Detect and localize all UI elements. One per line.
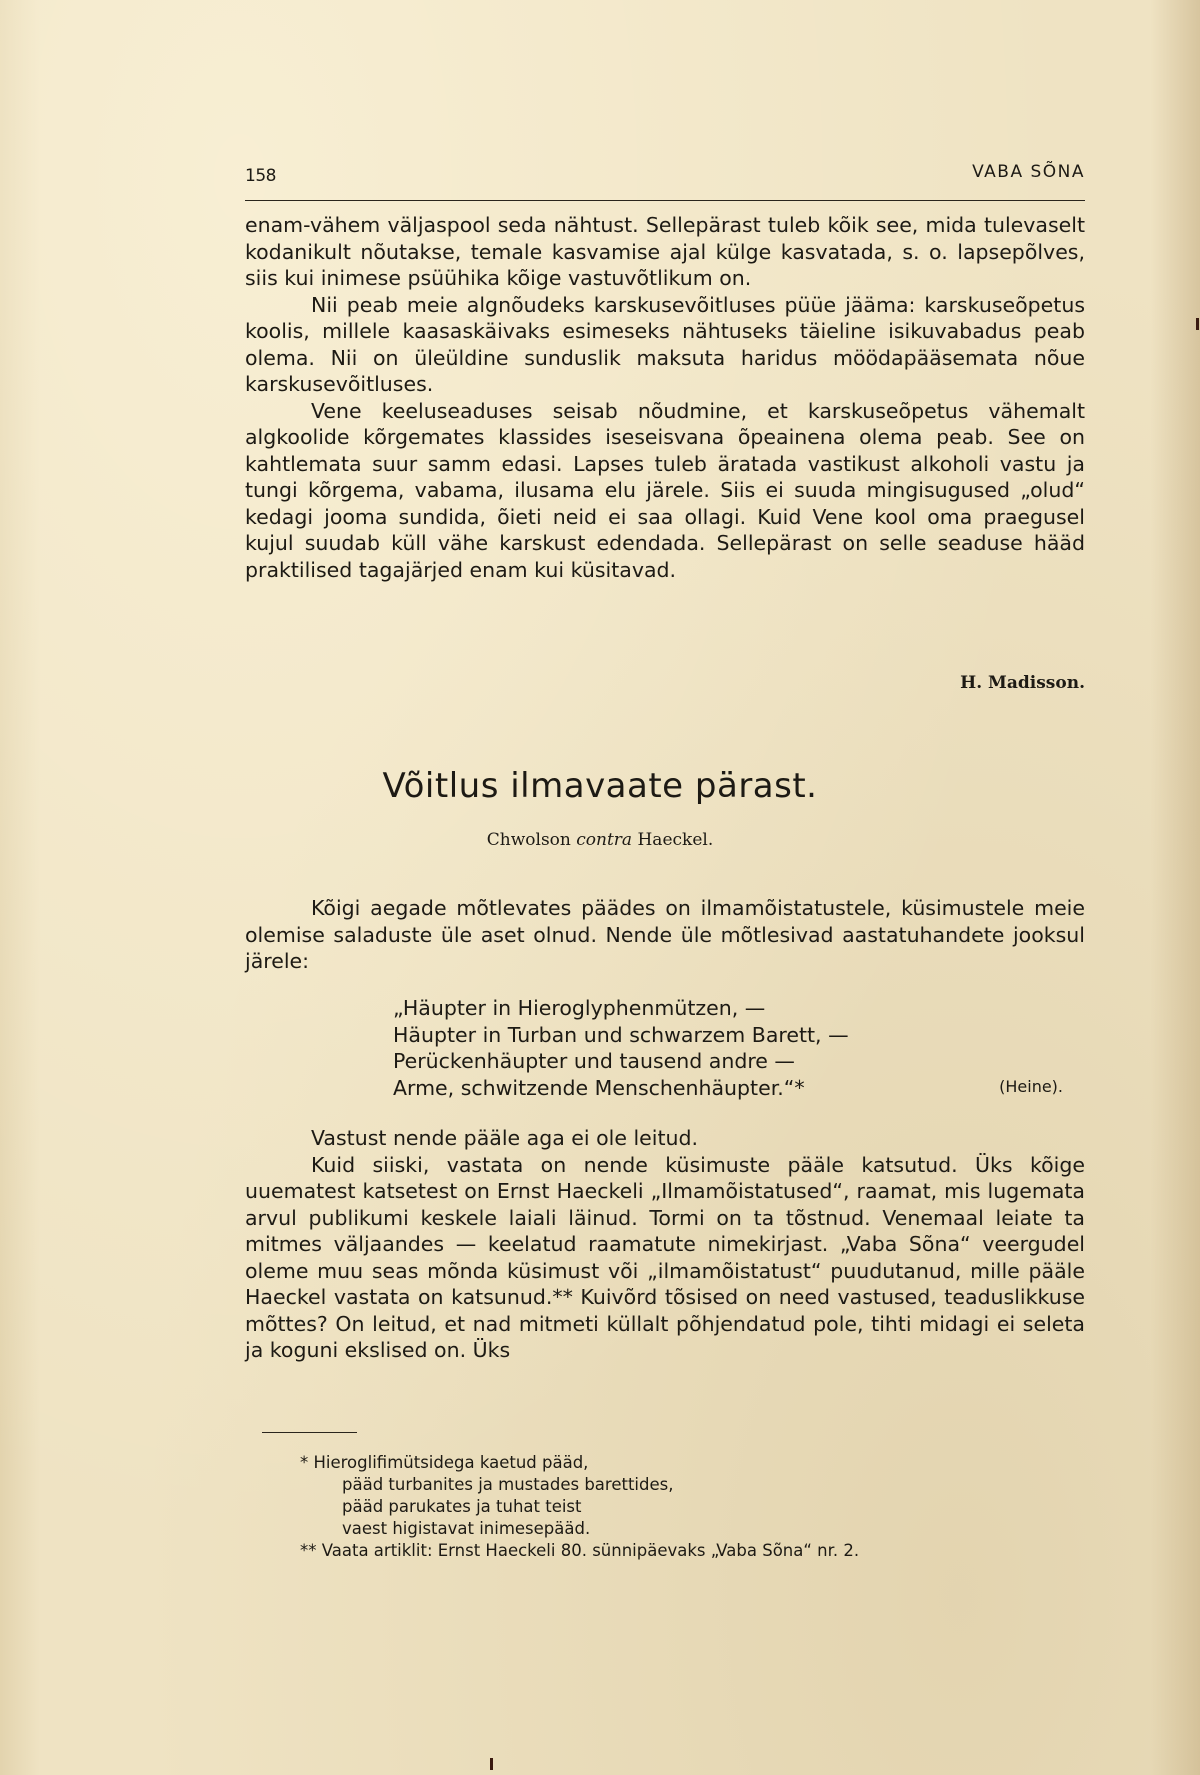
paragraph: Kõigi aegade mõtlevates päädes on ilmamõistatustele, küsimustele meie olemise saladuste üle aset olnud. Nende üle mõtlesivad aastatuhandete jooksul järele: xyxy=(245,896,1085,973)
article-title: Võitlus ilmavaate pärast. xyxy=(382,766,818,806)
header-rule xyxy=(245,200,1085,201)
article-body xyxy=(245,1125,1085,1364)
article-intro xyxy=(245,895,1085,975)
footnote-line: ** Vaata artiklit: Ernst Haeckeli 80. sünnipäevaks „Vaba Sõna“ nr. 2. xyxy=(300,1541,860,1560)
page-header xyxy=(245,160,1085,190)
poem-line: Arme, schwitzende Menschenhäupter.“* xyxy=(393,1075,805,1100)
paragraph: Vastust nende pääle aga ei ole leitud. xyxy=(311,1126,699,1150)
footnote-line: vaest higistavat inimesepääd. xyxy=(342,1519,591,1538)
subtitle-italic: contra xyxy=(576,830,633,850)
poem-line: „Häupter in Hieroglyphenmützen, — xyxy=(393,996,766,1020)
running-title: VABA SÕNA xyxy=(972,162,1085,182)
paragraph: enam-vähem väljaspool seda nähtust. Sellepärast tuleb kõik see, mida tulevaselt kodanikult nõutakse, temale kasvamise ajal külge kasvatada, s. o. lapsepõlves, siis kui inimese psüühika kõige vastuvõtlikum on. xyxy=(245,213,1085,290)
poem-attribution: (Heine). xyxy=(999,1077,1063,1096)
poem-line: Perückenhäupter und tausend andre — xyxy=(393,1049,795,1073)
article-subtitle xyxy=(0,830,1200,850)
poem-line: Häupter in Turban und schwarzem Barett, — xyxy=(393,1022,849,1047)
paper-stain xyxy=(1196,318,1199,330)
footnote-line: pääd turbanites ja mustades barettides, xyxy=(342,1475,674,1494)
page-number: 158 xyxy=(245,166,276,186)
paragraph: Nii peab meie algnõudeks karskusevõitluses püüe jääma: karskuseõpetus koolis, millele kaasaskäivaks esimeseks nähtuseks täieline isikuvabadus peab olema. Nii on üleüldine sunduslik maksuta haridus möödapääsemata nõue karskusevõitluses. xyxy=(245,292,1085,396)
subtitle-part: Haeckel. xyxy=(632,830,714,850)
previous-article-text xyxy=(245,212,1085,583)
paragraph: Kuid siiski, vastata on nende küsimuste pääle katsutud. Üks kõige uuematest katsetest on Ernst Haeckeli „Ilmamõistatused“, raamat, mis lugemata arvul publikumi keskele laiali läinud. Tormi on ta tõstnud. Venemaal leiate ta mitmes väljaandes — keelatud raamatute nimekirjast. „Vaba Sõna“ veergudel oleme muu seas mõnda küsimust või „ilmamõistatust“ puudutanud, mille pääle Haeckel vastata on katsunud.** Kuivõrd tõsised on need vastused, teaduslikkuse mõttes? On leitud, et nad mitmeti küllalt põhjendatud pole, tihti midagi ei seleta ja koguni ekslised on. Üks xyxy=(245,1152,1085,1362)
footnote-rule xyxy=(262,1432,357,1433)
quoted-poem xyxy=(393,995,1073,1101)
paragraph: Vene keeluseaduses seisab nõudmine, et karskuseõpetus vähemalt algkoolide kõrgemates klassides iseseisvana õpeainena olema peab. See on kahtlemata suur samm edasi. Lapses tuleb äratada vastikust alkoholi vastu ja tungi kõrgema, vabama, ilusama elu järele. Siis ei suuda mingisugused „olud“ kedagi jooma sundida, õieti neid ei saa ollagi. Kuid Vene kool oma praegusel kujul suudab küll vähe karskust edendada. Sellepärast on selle seaduse hääd praktilised tagajärjed enam kui küsitavad. xyxy=(245,398,1085,582)
author-signature: H. Madisson. xyxy=(960,673,1085,693)
footnote-line: pääd parukates ja tuhat teist xyxy=(342,1497,582,1516)
paper-stain xyxy=(490,1758,493,1770)
footnotes xyxy=(300,1452,1100,1562)
subtitle-part: Chwolson xyxy=(486,830,577,850)
footnote-line: * Hieroglifimütsidega kaetud pääd, xyxy=(300,1453,589,1472)
